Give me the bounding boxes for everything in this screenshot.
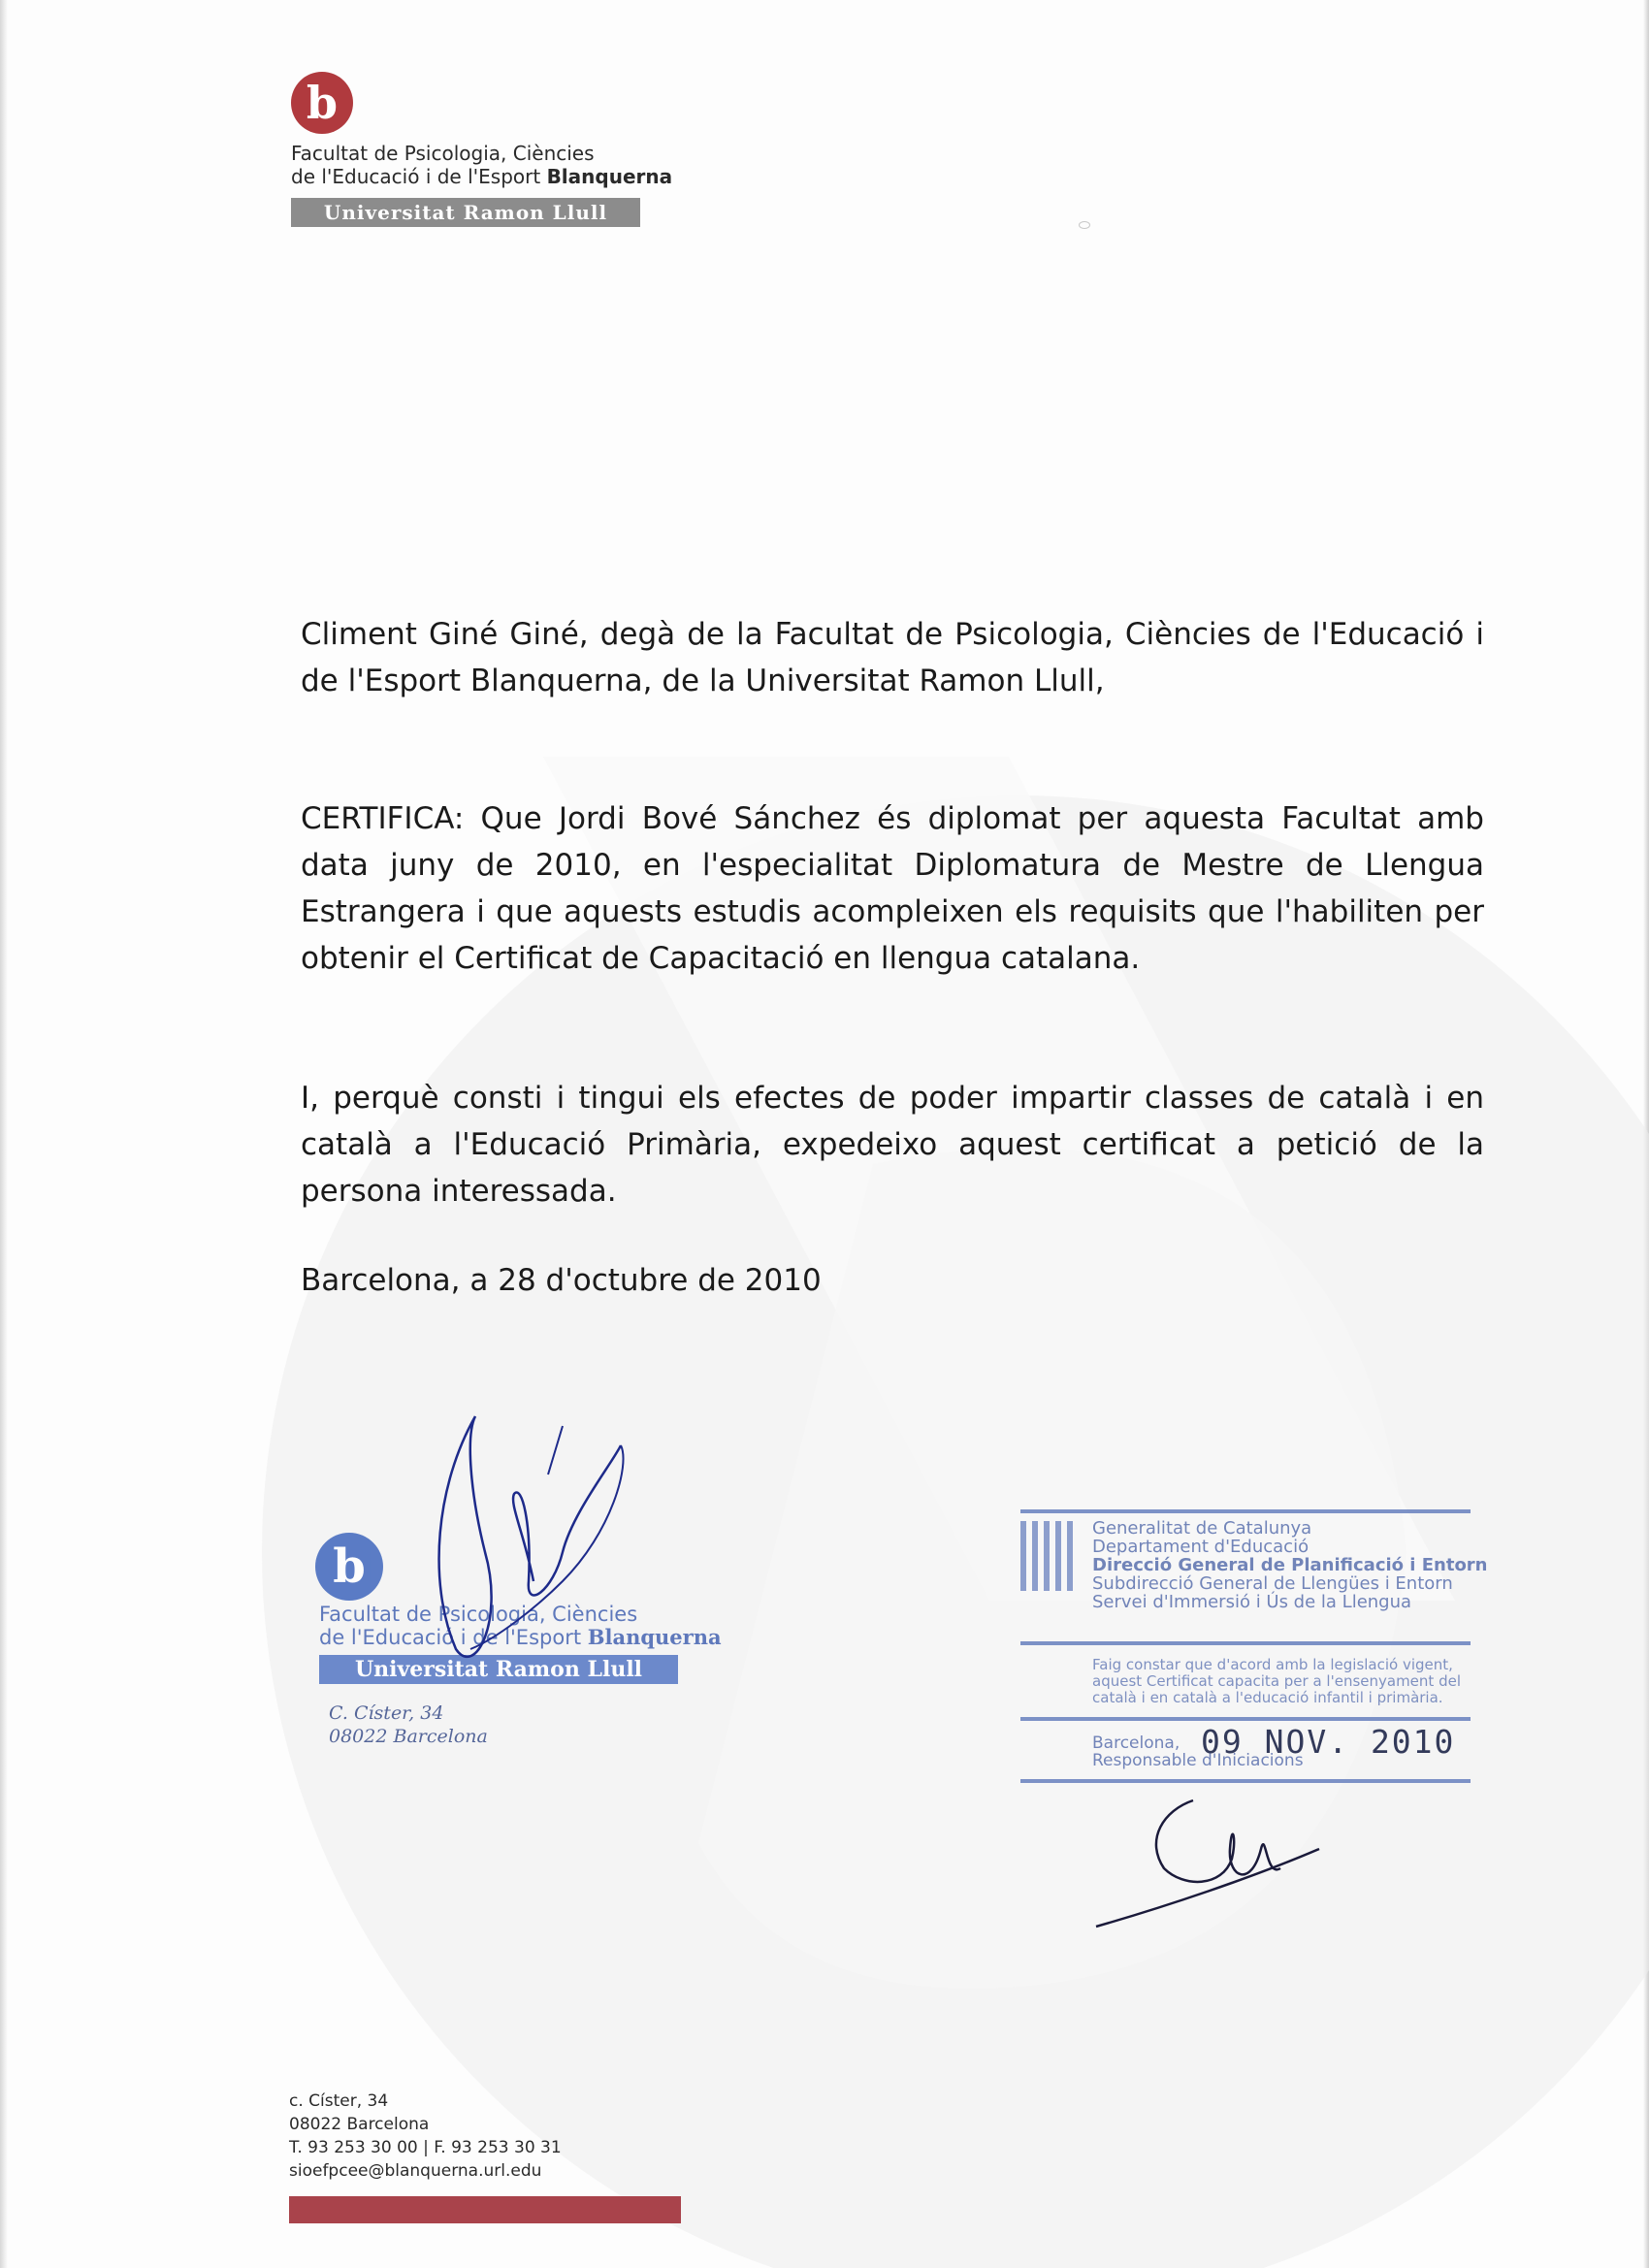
stamp-rule-lower [1020, 1717, 1471, 1721]
stamp-rule-top [1020, 1509, 1471, 1513]
stamp-university-bar: Universitat Ramon Llull [319, 1655, 678, 1684]
logo-letter: b [306, 77, 339, 129]
university-bar: Universitat Ramon Llull [291, 198, 640, 227]
stamp-address-city: 08022 Barcelona [329, 1726, 488, 1747]
stamp-line-2-text: de l'Educació i de l'Esport [319, 1626, 582, 1649]
footer-contact [289, 2090, 562, 2183]
stamp-cert-line-2: aquest Certificat capacita per a l'ensenyament del [1092, 1672, 1461, 1690]
paper-speck [1079, 221, 1090, 229]
footer-bar [289, 2196, 681, 2223]
stamp-department-lines [1092, 1519, 1488, 1611]
faculty-line-2-bold: Blanquerna [546, 165, 673, 188]
stamp-address [329, 1701, 488, 1748]
certifies-paragraph: CERTIFICA: Que Jordi Bové Sánchez és diplomat per aquesta Facultat amb data juny de 2010, en l'especialitat Diplomatura de Mestre de Llengua Estrangera i que aquests estudis acompleixen els requisits que l'habiliten per obtenir el Certificat de Capacitació en llengua catalana. [301, 801, 1484, 976]
stamp-line-2-bold: Blanquerna [587, 1625, 722, 1649]
faculty-name [291, 142, 672, 188]
stamp-right-line-4: Subdirecció General de Llengües i Entorn [1092, 1573, 1453, 1594]
generalitat-emblem [1020, 1521, 1075, 1591]
stamp-right-line-5: Servei d'Immersió i Ús de la Llengua [1092, 1592, 1412, 1612]
stamp-logo-letter: b [333, 1539, 366, 1594]
stamp-cert-line-1: Faig constar que d'acord amb la legislació vigent, [1092, 1656, 1453, 1673]
stamp-line-1: Facultat de Psicologia, Ciències [319, 1603, 638, 1626]
stamp-right-line-1: Generalitat de Catalunya [1092, 1518, 1312, 1539]
footer-postal: 08022 Barcelona [289, 2115, 430, 2134]
footer-email: sioefpcee@blanquerna.url.edu [289, 2161, 542, 2181]
dean-signature [417, 1387, 650, 1678]
faculty-logo [291, 72, 353, 134]
generalitat-stamp [1020, 1509, 1488, 1787]
stamp-right-line-3: Direcció General de Planificació i Entorn [1092, 1555, 1488, 1575]
footer-phone: T. 93 253 30 00 | F. 93 253 30 31 [289, 2138, 562, 2157]
stamp-role: Responsable d'Iniciacions [1092, 1751, 1304, 1770]
stamp-rule-mid [1020, 1641, 1471, 1645]
footer-address: c. Císter, 34 [289, 2091, 389, 2111]
stamp-cert-line-3: català i en català a l'educació infantil i primària. [1092, 1689, 1443, 1706]
stamp-date: 09 NOV. 2010 [1201, 1723, 1456, 1761]
stamp-right-line-2: Departament d'Educació [1092, 1537, 1310, 1557]
stamp-logo [315, 1533, 383, 1601]
intro-paragraph: Climent Giné Giné, degà de la Facultat de Psicologia, Ciències de l'Educació i de l'Esport Blanquerna, de la Universitat Ramon Llull, [301, 617, 1484, 698]
purpose-paragraph: I, perquè consti i tingui els efectes de poder impartir classes de català i en català a l'Educació Primària, expedeixo aquest certificat a petició de la persona interessada. [301, 1081, 1484, 1209]
stamp-address-street: C. Císter, 34 [329, 1702, 444, 1724]
faculty-line-2 [291, 165, 672, 188]
stamp-certification-text [1092, 1657, 1461, 1706]
faculty-line-1: Facultat de Psicologia, Ciències [291, 142, 595, 165]
faculty-line-2-text: de l'Educació i de l'Esport [291, 165, 541, 188]
stamp-city: Barcelona, [1092, 1733, 1180, 1753]
place-date: Barcelona, a 28 d'octubre de 2010 [301, 1263, 822, 1298]
official-signature [1086, 1781, 1339, 1936]
